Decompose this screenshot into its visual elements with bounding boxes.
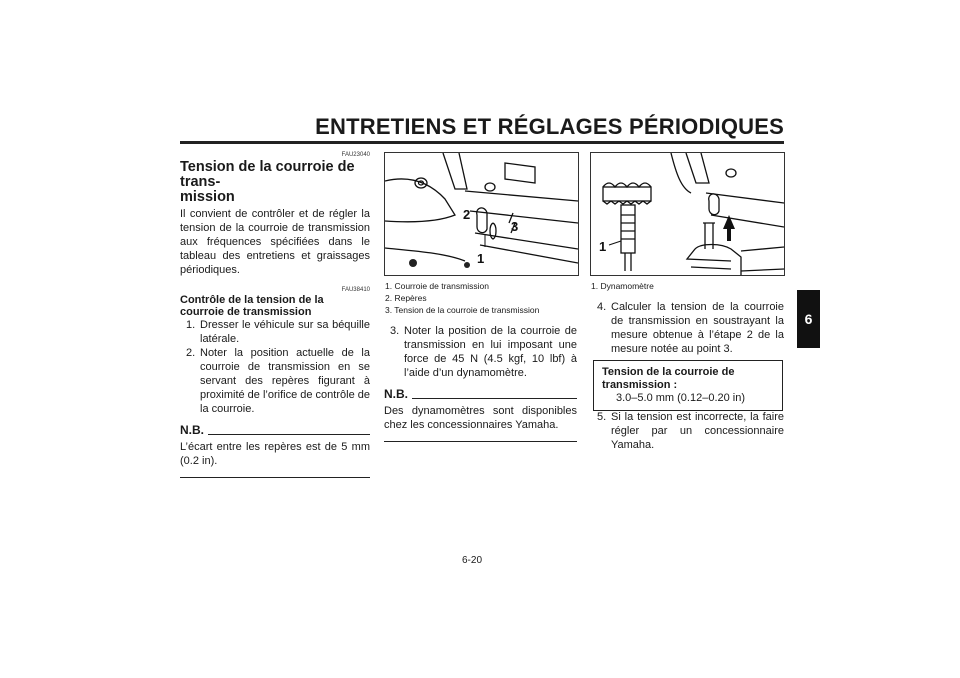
page-title: ENTRETIENS ET RÉGLAGES PÉRIODIQUES <box>315 114 784 139</box>
dynamometer-drawing <box>591 153 784 275</box>
label-1: 1 <box>599 239 607 254</box>
note-header <box>384 388 577 401</box>
label-3: 3 <box>511 219 519 234</box>
note-text: L’écart entre les repères est de 5 mm (0.2 in). <box>180 441 370 467</box>
caption-item: 3. Tension de la courroie de transmission <box>385 305 540 315</box>
step-item <box>180 318 370 346</box>
note-end-rule <box>180 477 370 478</box>
step-text: Calculer la tension de la courroie de transmission en soustrayant la mesure obtenue à l’étape 2 de la mesure notée au point 3. <box>611 301 784 355</box>
section-heading-line1: Tension de la courroie de trans- <box>180 159 355 190</box>
intro-paragraph: Il convient de contrôler et de régler la tension de la courroie de transmission aux fréquences spécifiées dans le tableau des entretiens et graissages périodiques. <box>180 208 370 276</box>
spec-value: 3.0–5.0 mm (0.12–0.20 in) <box>616 392 746 404</box>
right-column <box>591 300 784 356</box>
step-text: Si la tension est incorrecte, la faire régler par un concessionnaire Yamaha. <box>611 411 784 451</box>
step-text: Noter la position actuelle de la courroie de transmission en se servant des repères figurant à proximité de l’orifice de contrôle de la courroie. <box>200 347 370 415</box>
note-end-rule <box>384 441 577 442</box>
page-number: 6-20 <box>462 555 483 566</box>
right-column-bottom <box>591 410 784 452</box>
label-2: 2 <box>463 207 471 222</box>
spec-title: Tension de la courroie de transmission : <box>602 366 735 391</box>
step-number: 1. <box>186 319 196 331</box>
step-number: 3. <box>390 325 400 337</box>
section-heading <box>180 160 370 205</box>
spec-box <box>593 360 783 411</box>
step-text: Dresser le véhicule sur sa béquille latérale. <box>200 319 370 345</box>
belt-illustration <box>384 152 579 276</box>
note-rule <box>208 434 370 435</box>
step-item <box>591 300 784 356</box>
section-heading-line2: mission <box>180 189 235 205</box>
chapter-tab: 6 <box>797 290 820 348</box>
note-label: N.B. <box>384 387 408 401</box>
step-number: 4. <box>597 301 607 313</box>
note-header <box>180 424 370 437</box>
middle-captions <box>385 280 585 316</box>
right-captions <box>591 280 781 292</box>
note-label: N.B. <box>180 423 204 437</box>
reference-code: FAU38410 <box>341 287 370 293</box>
subsection-heading: Contrôle de la tension de la courroie de transmission <box>180 294 324 318</box>
title-rule <box>180 141 784 144</box>
left-column <box>180 152 370 478</box>
caption-item: 1. Courroie de transmission <box>385 281 489 291</box>
label-1: 1 <box>477 251 485 266</box>
belt-drawing <box>385 153 578 275</box>
note-text: Des dynamomètres sont disponibles chez les concessionnaires Yamaha. <box>384 405 577 431</box>
step-number: 2. <box>186 347 196 359</box>
middle-column <box>384 324 577 442</box>
step-item <box>384 324 577 380</box>
step-number: 5. <box>597 411 607 423</box>
reference-code: FAU23040 <box>341 152 370 158</box>
step-item <box>591 410 784 452</box>
step-item <box>180 346 370 416</box>
note-rule <box>412 398 577 399</box>
caption-item: 1. Dynamomètre <box>591 281 654 291</box>
caption-item: 2. Repères <box>385 293 427 303</box>
step-text: Noter la position de la courroie de transmission en lui imposant une force de 45 N (4.5 kgf, 10 lbf) à l’aide d’un dynamomètre. <box>404 325 577 379</box>
dynamometer-illustration <box>590 152 785 276</box>
